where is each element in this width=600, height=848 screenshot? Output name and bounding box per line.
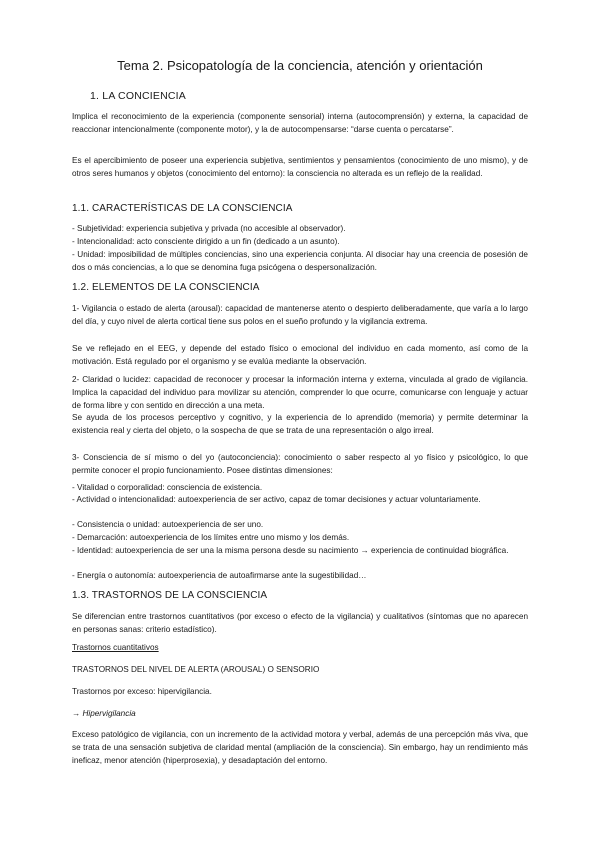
paragraph-autoconciencia: 3- Consciencia de sí mismo o del yo (autoconciencia): conocimiento o saber respecto al yo físico y psicológico, lo que permite conocer el propio funcionamiento. Posee distintas dimensiones: — [72, 453, 528, 475]
list-item-unidad: - Unidad: imposibilidad de múltiples conciencias, sino una experiencia conjunta. Al disociar hay una creencia de posesión de dos o más conciencias, a lo que se denomina fuga psicógena o despersonalización. — [72, 250, 528, 272]
paragraph-trastornos-intro: Se diferencian entre trastornos cuantitativos (por exceso o efecto de la vigilancia) y cualitativos (síntomas que no aparecen en personas sanas: criterio estadístico). — [72, 612, 528, 634]
paragraph-intro-1: Implica el reconocimiento de la experiencia (componente sensorial) interna (autocomprensión) y externa, la capacidad de reaccionar intencionalmente (componente motor), y la de autocompensarse: “darse cuenta o percatarse”. — [72, 112, 528, 134]
subheading-trastornos-cuantitativos: Trastornos cuantitativos — [72, 643, 159, 652]
subheading-hipervigilancia: → Hipervigilancia — [72, 709, 136, 718]
paragraph-vigilancia: 1- Vigilancia o estado de alerta (arousal): capacidad de mantenerse atento o despierto deliberadamente, que varía a lo largo del día, y cuyo nivel de alerta cortical tiene sus polos en el sueño profundo y la vigilancia extrema. — [72, 304, 528, 326]
paragraph-trastornos-exceso: Trastornos por exceso: hipervigilancia. — [72, 687, 212, 696]
list-item-demarcacion: - Demarcación: autoexperiencia de los límites entre uno mismo y los demás. — [72, 533, 350, 542]
heading-trastornos: 1.3. TRASTORNOS DE LA CONSCIENCIA — [72, 590, 268, 601]
list-item-energia: - Energía o autonomía: autoexperiencia de autoafirmarse ante la sugestibilidad… — [72, 571, 367, 580]
list-item-intencionalidad: - Intencionalidad: acto consciente dirigido a un fin (dedicado a un asunto). — [72, 237, 340, 246]
paragraph-intro-2: Es el apercibimiento de poseer una experiencia subjetiva, sentimientos y pensamientos (conocimiento de uno mismo), y de otros seres humanos y objetos (conocimiento del entorno): la consciencia no alterada es un reflejo de la realidad. — [72, 156, 528, 178]
list-item-vitalidad: - Vitalidad o corporalidad: consciencia de existencia. — [72, 483, 263, 492]
document-title: Tema 2. Psicopatología de la conciencia, atención y orientación — [117, 58, 483, 73]
paragraph-eeg: Se ve reflejado en el EEG, y depende del estado físico o emocional del individuo en cada momento, así como de la motivación. Está regulado por el organismo y se evalúa mediante la observación. — [72, 344, 528, 366]
section-heading-la-conciencia: 1. LA CONCIENCIA — [90, 90, 186, 102]
list-item-subjetividad: - Subjetividad: experiencia subjetiva y privada (no accesible al observador). — [72, 224, 346, 233]
list-item-consistencia: - Consistencia o unidad: autoexperiencia de ser uno. — [72, 520, 264, 529]
heading-elementos: 1.2. ELEMENTOS DE LA CONSCIENCIA — [72, 282, 260, 293]
list-item-identidad: - Identidad: autoexperiencia de ser una la misma persona desde su nacimiento → experiencia de continuidad biográfica. — [72, 546, 509, 555]
subheading-nivel-alerta: TRASTORNOS DEL NIVEL DE ALERTA (AROUSAL) O SENSORIO — [72, 665, 320, 674]
paragraph-procesos: Se ayuda de los procesos perceptivo y cognitivo, y la experiencia de lo aprendido (memoria) y permite determinar la existencia real y cierta del objeto, o la sospecha de que se trata de una representación o algo irreal. — [72, 413, 528, 435]
paragraph-hipervigilancia: Exceso patológico de vigilancia, con un incremento de la actividad motora y verbal, además de una percepción más viva, que se trata de una sensación subjetiva de claridad mental (ampliación de la consciencia). Sin embargo, hay un rendimiento más ineficaz, menor atención (hiperprosexia), y desadaptación del entorno. — [72, 730, 528, 765]
heading-caracteristicas: 1.1. CARACTERÍSTICAS DE LA CONSCIENCIA — [72, 203, 293, 214]
list-item-actividad: - Actividad o intencionalidad: autoexperiencia de ser activo, capaz de tomar decisiones y actuar voluntariamente. — [72, 495, 481, 504]
paragraph-claridad: 2- Claridad o lucidez: capacidad de reconocer y procesar la información interna y externa, vinculada al grado de vigilancia. Implica la capacidad del individuo para movilizar su atención, comprender lo que ocurre, comunicarse con lenguaje y actuar de forma libre y con sentido en dirección a una meta. — [72, 375, 528, 410]
